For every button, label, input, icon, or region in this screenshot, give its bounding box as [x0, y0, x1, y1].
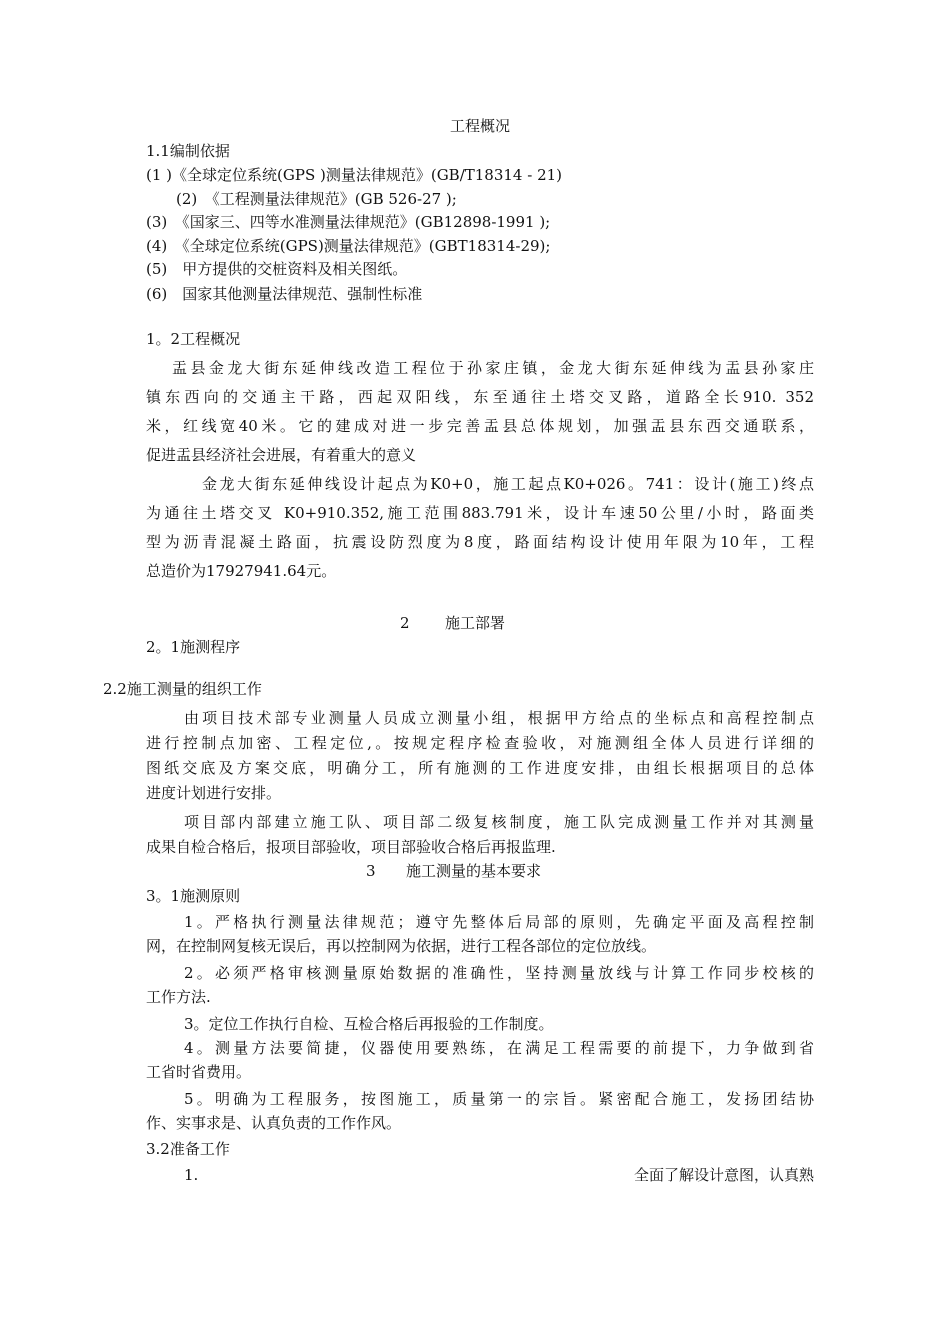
- reference-item-1: (1 )《全球定位系统(GPS )测量法律规范》(GB/T18314 - 21): [146, 166, 563, 184]
- reference-item-3: (3) 《国家三、四等水准测量法律规范》(GB12898-1991 );: [146, 213, 551, 231]
- organization-paragraph-1-line-3: 图纸交底及方案交底，明确分工，所有施测的工作进度安排，由组长根据项目的总体: [146, 759, 814, 777]
- page-title: 工程概况: [449, 117, 510, 135]
- heading-1-2: 1。2工程概况: [146, 330, 241, 348]
- reference-item-2: (2) 《工程测量法律规范》(GB 526-27 );: [176, 190, 457, 208]
- principle-3: 3。定位工作执行自检、互检合格后再报验的工作制度。: [184, 1015, 554, 1033]
- overview-paragraph-2-line-2: 为通往土塔交叉 K0+910.352,施工范围883.791米，设计车速50公里/小时，路面类: [146, 504, 814, 522]
- reference-item-4: (4) 《全球定位系统(GPS)测量法律规范》(GBT18314-29);: [146, 237, 551, 255]
- reference-item-6: (6) 国家其他测量法律规范、强制性标准: [146, 285, 423, 303]
- heading-3-2: 3.2准备工作: [146, 1140, 230, 1158]
- organization-paragraph-1-line-1: 由项目技术部专业测量人员成立测量小组，根据甲方给点的坐标点和高程控制点: [184, 709, 814, 727]
- overview-paragraph-1-line-4: 促进盂县经济社会进展，有着重大的意义: [146, 446, 417, 464]
- preparation-item-1-text: 全面了解设计意图，认真熟: [633, 1166, 814, 1184]
- principle-4-line-2: 工省时省费用。: [146, 1063, 252, 1081]
- principle-5-line-1: 5。明确为工程服务，按图施工，质量第一的宗旨。紧密配合施工，发扬团结协: [184, 1090, 814, 1108]
- organization-paragraph-2-line-1: 项目部内部建立施工队、项目部二级复核制度，施工队完成测量工作并对其测量: [184, 813, 814, 831]
- preparation-item-1-number: 1.: [184, 1166, 199, 1184]
- principle-1-line-1: 1。严格执行测量法律规范；遵守先整体后局部的原则，先确定平面及高程控制: [184, 913, 814, 931]
- overview-paragraph-2-line-3: 型为沥青混凝土路面，抗震设防烈度为8度，路面结构设计使用年限为10年，工程: [146, 533, 814, 551]
- reference-item-5: (5) 甲方提供的交桩资料及相关图纸。: [146, 260, 408, 278]
- heading-2-1: 2。1施测程序: [146, 638, 241, 656]
- principle-2-line-1: 2。必须严格审核测量原始数据的准确性，坚持测量放线与计算工作同步校核的: [184, 964, 814, 982]
- organization-paragraph-1-line-2: 进行控制点加密、工程定位,。按规定程序检查验收，对施测组全体人员进行详细的: [146, 734, 814, 752]
- principle-4-line-1: 4。测量方法要简捷，仪器使用要熟练，在满足工程需要的前提下，力争做到省: [184, 1039, 814, 1057]
- section-2-title: 施工部署: [445, 614, 506, 632]
- principle-2-line-2: 工作方法.: [146, 988, 211, 1006]
- overview-paragraph-1-line-1: 盂县金龙大街东延伸线改造工程位于孙家庄镇，金龙大街东延伸线为盂县孙家庄: [172, 359, 814, 377]
- section-2-number: 2: [400, 614, 410, 632]
- heading-1-1: 1.1编制依据: [146, 142, 230, 160]
- overview-paragraph-1-line-2: 镇东西向的交通主干路，西起双阳线，东至通往土塔交叉路，道路全长910. 352: [146, 388, 814, 406]
- principle-1-line-2: 网，在控制网复核无误后，再以控制网为依据，进行工程各部位的定位放线。: [146, 937, 657, 955]
- principle-5-line-2: 作、实事求是、认真负责的工作作风。: [146, 1114, 402, 1132]
- overview-paragraph-2-line-1: 金龙大街东延伸线设计起点为K0+0，施工起点K0+026。741：设计(施工)终点: [202, 475, 814, 493]
- section-3-number: 3: [366, 862, 376, 880]
- organization-paragraph-1-line-4: 进度计划进行安排。: [146, 784, 282, 802]
- organization-paragraph-2-line-2: 成果自检合格后，报项目部验收，项目部验收合格后再报监理.: [146, 838, 556, 856]
- overview-paragraph-1-line-3: 米，红线宽40米。它的建成对进一步完善盂县总体规划，加强盂县东西交通联系，: [146, 417, 814, 435]
- heading-2-2: 2.2施工测量的组织工作: [103, 680, 262, 698]
- heading-3-1: 3。1施测原则: [146, 887, 241, 905]
- section-3-title: 施工测量的基本要求: [406, 862, 542, 880]
- overview-paragraph-2-line-4: 总造价为17927941.64元。: [146, 562, 337, 580]
